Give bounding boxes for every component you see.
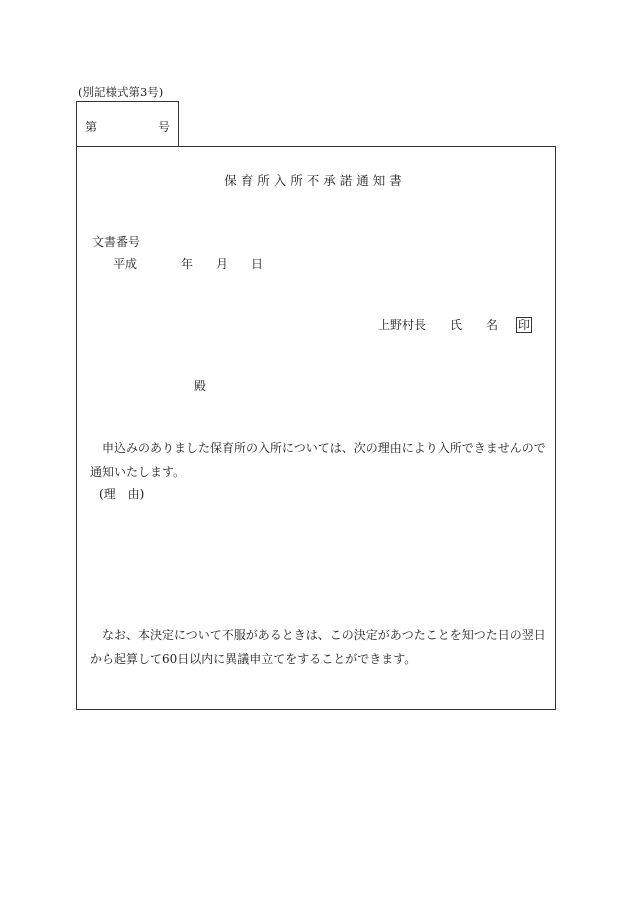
note-text (90, 623, 550, 671)
issuer-mei: 名 (486, 318, 499, 332)
number-box (76, 101, 179, 146)
body-text (90, 436, 550, 484)
issuer-name: 上野村長 (378, 318, 427, 332)
recipient-suffix: 殿 (194, 379, 207, 393)
doc-number-label: 文書番号 (92, 235, 141, 249)
document-title: 保育所入所不承諾通知書 (224, 173, 406, 188)
body-line-2: 通知いたします。 (90, 465, 186, 479)
date-month: 月 (216, 257, 229, 271)
note-line-1: なお、本決定について不服があるときは、この決定があつたことを知つた日の翌日 (102, 628, 546, 642)
issuer-line (378, 316, 532, 333)
body-line-1: 申込みのありました保育所の入所については、次の理由により入所できませんので (102, 441, 546, 455)
form-label: (別記様式第3号) (78, 85, 164, 99)
seal-mark: 印 (518, 318, 531, 332)
issuer-shi: 氏 (450, 318, 463, 332)
date-era: 平成 (113, 257, 138, 271)
note-line-2: から起算して60日以内に異議申立てをすることができます。 (90, 652, 417, 666)
date-year: 年 (181, 257, 194, 271)
date-day: 日 (251, 257, 264, 271)
date-line (113, 255, 263, 272)
number-dai: 第 (85, 120, 98, 134)
reason-label: (理 由) (99, 487, 145, 501)
number-go: 号 (157, 120, 170, 134)
